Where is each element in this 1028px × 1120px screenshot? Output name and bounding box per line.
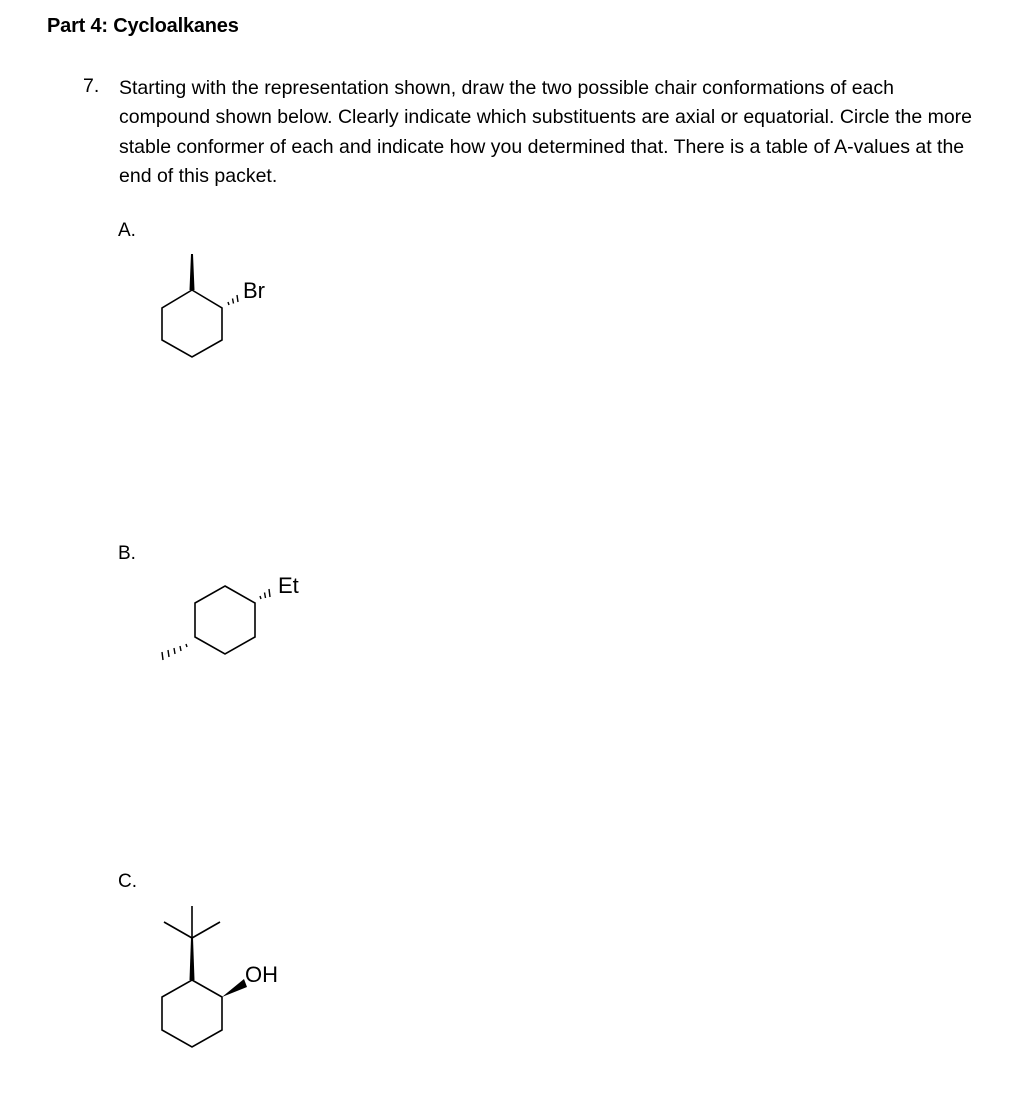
cyclohexane-ring-c bbox=[162, 980, 222, 1047]
tert-butyl-group bbox=[164, 906, 220, 938]
question-text: Starting with the representation shown, draw the two possible chair conformations of each compound shown below. Clearly indicate which substituents are axial or equatorial. Circle the more stable conformer of each and indicate how you determined that. There is a table of A-values at the end of this packet. bbox=[119, 77, 973, 187]
br-label: Br bbox=[243, 278, 265, 303]
question-number: 7. bbox=[83, 75, 100, 97]
part-b-label: B. bbox=[118, 543, 136, 564]
et-label: Et bbox=[278, 573, 299, 598]
oh-label: OH bbox=[245, 962, 278, 987]
part-a-label: A. bbox=[118, 220, 136, 241]
section-title: Part 4: Cycloalkanes bbox=[47, 15, 239, 37]
tert-butyl-wedge-bond bbox=[190, 938, 195, 980]
oh-wedge-bond bbox=[222, 979, 247, 997]
part-c-label: C. bbox=[118, 871, 137, 892]
